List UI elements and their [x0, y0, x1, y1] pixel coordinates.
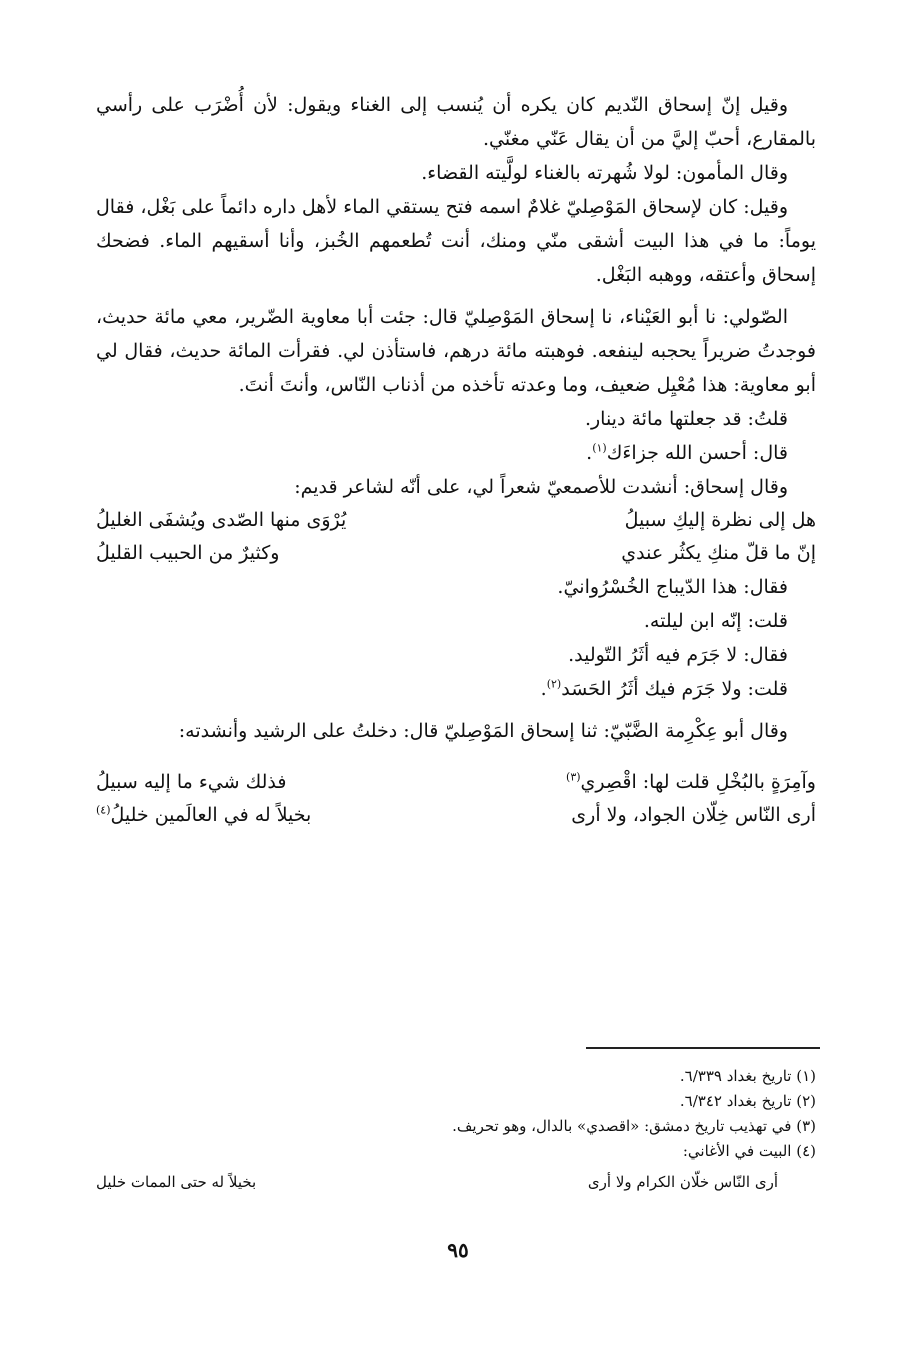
paragraph-servant-fath: وقيل: كان لإسحاق المَوْصِليّ غلامٌ اسمه فتح يستقي الماء لأهل داره دائماً على بَغْل، فقال يوماً: ما في هذا البيت أشقى منّي ومنك، أنت تُطعمهم الخُبز، وأنا أسقيهم الماء. فضحك إسحاق وأعتقه، ووهبه البَغْل.: [96, 196, 816, 286]
dialogue-text: قال: أحسن الله جزاءَك: [606, 442, 788, 464]
dialogue-end: .: [586, 442, 593, 464]
paragraph-mamun: وقال المأمون: لولا شُهرته بالغناء لولَّيته القضاء.: [421, 162, 788, 184]
footnote-ref-3: (٣): [566, 770, 581, 784]
poem-asmai: [96, 504, 816, 570]
footnote-2: (٢) تاريخ بغداد ٦/٣٤٢.: [679, 1092, 816, 1110]
page-body: [96, 88, 816, 832]
verse-line: [96, 504, 816, 537]
footnote-ref-2: (٢): [546, 677, 562, 691]
poem-rashid: [96, 766, 816, 832]
footnote-ref-1: (١): [592, 441, 607, 455]
footnote-ref-4: (٤): [96, 803, 111, 817]
verse-first-hemistich: إنّ ما قلّ منكِ يكثُر عندي: [621, 542, 816, 564]
dialogue-line-5: فقال: لا جَرَم فيه أثَرُ التّوليد.: [568, 644, 788, 666]
verse-first-hemistich: [476, 799, 816, 832]
dialogue-line-4: قلت: إنّه ابن ليلته.: [643, 610, 788, 632]
paragraph-abu-ikrima: وقال أبو عِكْرِمة الضَّبّيّ: ثنا إسحاق المَوْصِليّ قال: دخلتُ على الرشيد وأنشدته:: [178, 720, 788, 742]
footnote-verse-first: أرى النّاس خلّان الكرام ولا أرى: [587, 1173, 778, 1191]
dialogue-line-1: قلتُ: قد جعلتها مائة دينار.: [584, 408, 788, 430]
footnote-3: (٣) في تهذيب تاريخ دمشق: «اقصدي» بالدال، وهو تحريف.: [452, 1117, 816, 1135]
hemistich-text: فذلك شيء ما إليه سبيلُ: [96, 771, 287, 793]
verse-first-hemistich: [476, 766, 816, 799]
hemistich-text: بخيلاً له في العالَمين خليلُ: [110, 804, 312, 826]
dialogue-line-2: [96, 436, 816, 470]
verse-second-hemistich: [96, 766, 436, 799]
paragraph-asmai-intro: وقال إسحاق: أنشدت للأصمعيّ شعراً لي، على أنّه لشاعر قديم:: [294, 476, 788, 498]
dialogue-line-6: [96, 672, 816, 706]
dialogue-text: قلت: ولا جَرَم فيك أثَرُ الحَسَد: [561, 678, 788, 700]
verse-line: [96, 799, 816, 832]
footnote-4: (٤) البيت في الأغاني:: [682, 1142, 816, 1160]
hemistich-text: أرى النّاس خِلّان الجواد، ولا أرى: [571, 804, 816, 826]
verse-second-hemistich: [96, 799, 436, 832]
verse-second-hemistich: وكثيرٌ من الحبيب القليلُ: [96, 542, 280, 564]
verse-first-hemistich: هل إلى نظرة إليكِ سبيلُ: [624, 509, 816, 531]
paragraph-suli-narration: الصّولي: نا أبو العَيْناء، نا إسحاق المَوْصِليّ قال: جئت أبا معاوية الضّرير، معي مائة حديث، فوجدتُ ضريراً يحجبه لينفعه. فوهبته مائة درهم، فاستأذن لي. فقرأت المائة حديث، فقال لي أبو معاوية: هذا مُعْيِل ضعيف، وما وعدته تأخذه من أذناب النّاس، وأنتَ أنتَ.: [96, 306, 816, 396]
footnote-separator: [586, 1047, 820, 1049]
paragraph-ishaq-singing: وقيل إنّ إسحاق النّديم كان يكره أن يُنسب إلى الغناء ويقول: لأن أُضْرَب على رأسي بالمقارع، أحبّ إليَّ من أن يقال عَنّي مغنّي.: [96, 94, 816, 150]
footnote-verse-second: بخيلاً له حتى الممات خليل: [96, 1173, 257, 1191]
footnote-1: (١) تاريخ بغداد ٦/٣٣٩.: [679, 1067, 816, 1085]
footnote-verse: [96, 1170, 816, 1195]
hemistich-text: وآمِرَةٍ بالبُخْلِ قلت لها: اقْصِري: [580, 771, 816, 793]
verse-line: [96, 766, 816, 799]
verse-line: [96, 537, 816, 570]
dialogue-line-3: فقال: هذا الدّيباج الخُسْرُوانيّ.: [557, 576, 788, 598]
page-number: ٩٥: [447, 1238, 469, 1262]
dialogue-end: .: [540, 678, 547, 700]
verse-second-hemistich: يُرْوَى منها الصّدى ويُشفَى الغليلُ: [96, 509, 347, 531]
footnotes: [96, 1064, 816, 1195]
